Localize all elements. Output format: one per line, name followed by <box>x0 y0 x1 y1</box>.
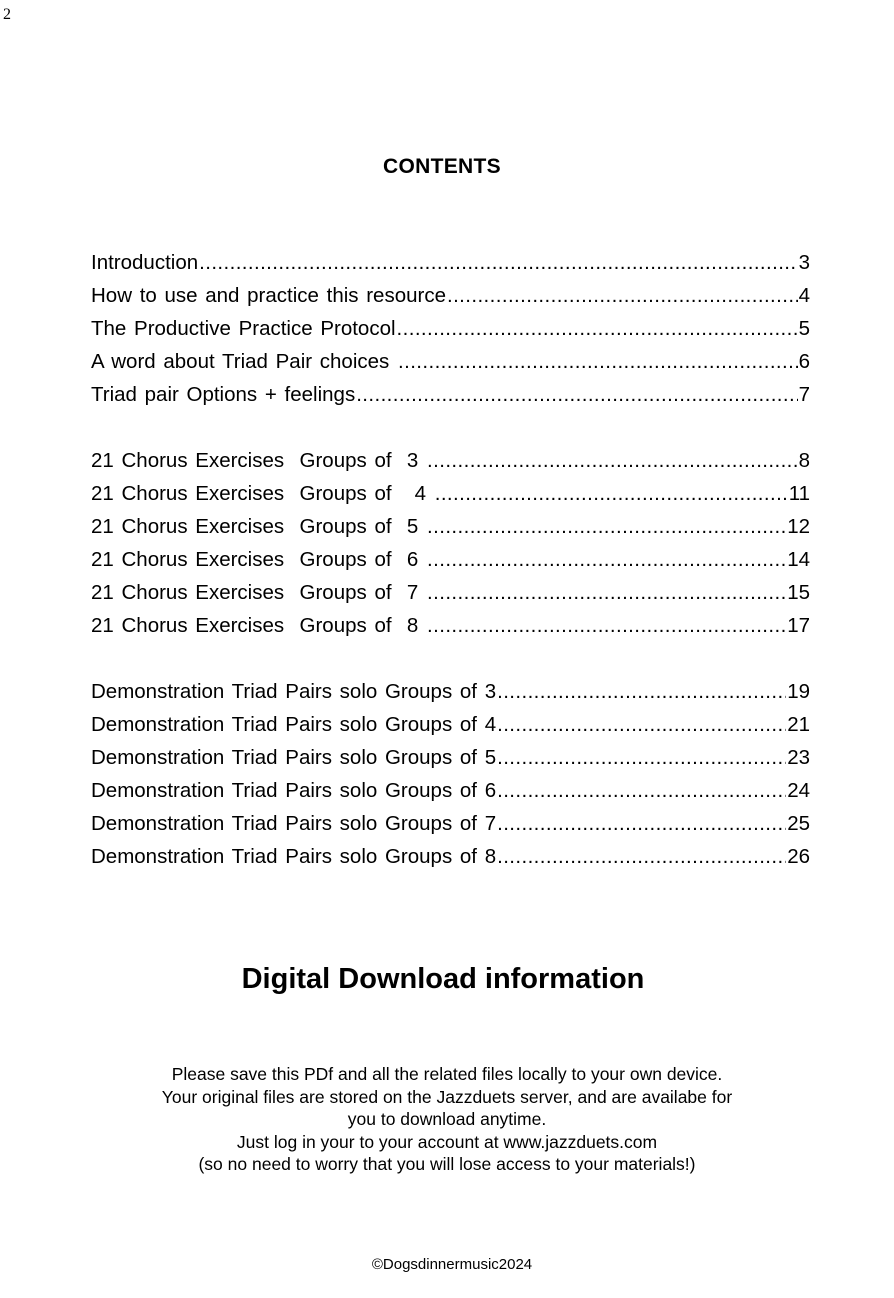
toc-entry[interactable] <box>91 248 810 281</box>
toc-entry-title: 21 Chorus Exercises Groups of 7 <box>91 581 427 604</box>
toc-entry-page-number: 24 <box>787 779 810 802</box>
toc-dot-leader <box>356 380 797 410</box>
toc-entry-page-number: 11 <box>788 482 810 505</box>
toc-dot-leader <box>497 710 786 740</box>
toc-dot-leader <box>398 347 798 377</box>
toc-dot-leader <box>397 314 798 344</box>
page-number: 2 <box>3 6 11 23</box>
toc-entry-page-number: 4 <box>798 284 810 307</box>
toc-entry-page-number: 21 <box>787 713 810 736</box>
toc-entry-page-number: 5 <box>798 317 810 340</box>
toc-dot-leader <box>497 677 786 707</box>
contents-heading: CONTENTS <box>383 155 501 178</box>
toc-entry-title: Demonstration Triad Pairs solo Groups of 8 <box>91 845 497 868</box>
toc-entry-page-number: 8 <box>798 449 810 472</box>
toc-entry-page-number: 26 <box>787 845 810 868</box>
toc-entry-title: 21 Chorus Exercises Groups of 8 <box>91 614 427 637</box>
toc-entry-page-number: 15 <box>787 581 810 604</box>
download-text <box>0 1063 894 1176</box>
toc-entry[interactable] <box>91 776 810 809</box>
toc-dot-leader <box>497 776 786 806</box>
toc-entry-page-number: 19 <box>787 680 810 703</box>
download-text-line: Just log in your to your account at www.jazzduets.com <box>236 1131 658 1152</box>
toc-entry[interactable] <box>91 479 810 512</box>
toc-entry[interactable] <box>91 578 810 611</box>
toc-dot-leader <box>427 545 786 575</box>
toc-entry-title: 21 Chorus Exercises Groups of 4 <box>91 482 434 505</box>
toc-entry-page-number: 25 <box>787 812 810 835</box>
toc-entry[interactable] <box>91 545 810 578</box>
download-heading: Digital Download information <box>241 963 645 995</box>
toc-entry-title: A word about Triad Pair choices <box>91 350 397 373</box>
toc-entry-title: Demonstration Triad Pairs solo Groups of 5 <box>91 746 497 769</box>
toc-entry-title: Triad pair Options + feelings <box>91 383 356 406</box>
toc-entry[interactable] <box>91 281 810 314</box>
toc-dot-leader <box>427 578 786 608</box>
toc-dot-leader <box>447 281 798 311</box>
download-text-line: Your original files are stored on the Jazzduets server, and are availabe for <box>161 1086 733 1107</box>
toc-entry-title: Introduction <box>91 251 199 274</box>
toc-entry[interactable] <box>91 446 810 479</box>
toc-entry-page-number: 17 <box>787 614 810 637</box>
toc-dot-leader <box>497 809 786 839</box>
download-text-line: (so no need to worry that you will lose access to your materials!) <box>198 1154 696 1174</box>
toc-entry-title: The Productive Practice Protocol <box>91 317 396 340</box>
toc-group <box>91 248 810 413</box>
toc-entry-title: 21 Chorus Exercises Groups of 6 <box>91 548 427 571</box>
toc-entry-page-number: 23 <box>787 746 810 769</box>
download-text-line: you to download anytime. <box>347 1109 547 1129</box>
download-text-line: Please save this PDf and all the related files locally to your own device. <box>171 1064 723 1084</box>
toc-entry[interactable] <box>91 512 810 545</box>
toc-dot-leader <box>497 842 786 872</box>
copyright: ©Dogsdinnermusic2024 <box>371 1256 533 1273</box>
toc-dot-leader <box>199 248 797 278</box>
toc-dot-leader <box>427 512 786 542</box>
toc-entry[interactable] <box>91 380 810 413</box>
toc-entry-title: Demonstration Triad Pairs solo Groups of 6 <box>91 779 497 802</box>
toc-entry-page-number: 3 <box>798 251 810 274</box>
toc-entry-page-number: 12 <box>787 515 810 538</box>
toc-entry[interactable] <box>91 314 810 347</box>
toc-entry[interactable] <box>91 743 810 776</box>
toc-group <box>91 677 810 875</box>
toc-entry-title: How to use and practice this resource <box>91 284 446 307</box>
toc-dot-leader <box>427 611 786 641</box>
table-of-contents <box>91 248 810 875</box>
toc-entry[interactable] <box>91 611 810 644</box>
toc-entry-title: Demonstration Triad Pairs solo Groups of 3 <box>91 680 497 703</box>
toc-entry-page-number: 7 <box>798 383 810 406</box>
toc-dot-leader <box>497 743 786 773</box>
toc-entry-title: 21 Chorus Exercises Groups of 3 <box>91 449 427 472</box>
toc-entry-page-number: 6 <box>798 350 810 373</box>
toc-dot-leader <box>435 479 788 509</box>
toc-dot-leader <box>427 446 798 476</box>
toc-group <box>91 446 810 644</box>
toc-entry[interactable] <box>91 842 810 875</box>
toc-entry[interactable] <box>91 677 810 710</box>
toc-entry-title: Demonstration Triad Pairs solo Groups of 7 <box>91 812 497 835</box>
toc-entry-title: 21 Chorus Exercises Groups of 5 <box>91 515 427 538</box>
toc-entry[interactable] <box>91 809 810 842</box>
toc-entry-title: Demonstration Triad Pairs solo Groups of 4 <box>91 713 497 736</box>
toc-entry[interactable] <box>91 710 810 743</box>
toc-entry-page-number: 14 <box>787 548 810 571</box>
toc-entry[interactable] <box>91 347 810 380</box>
